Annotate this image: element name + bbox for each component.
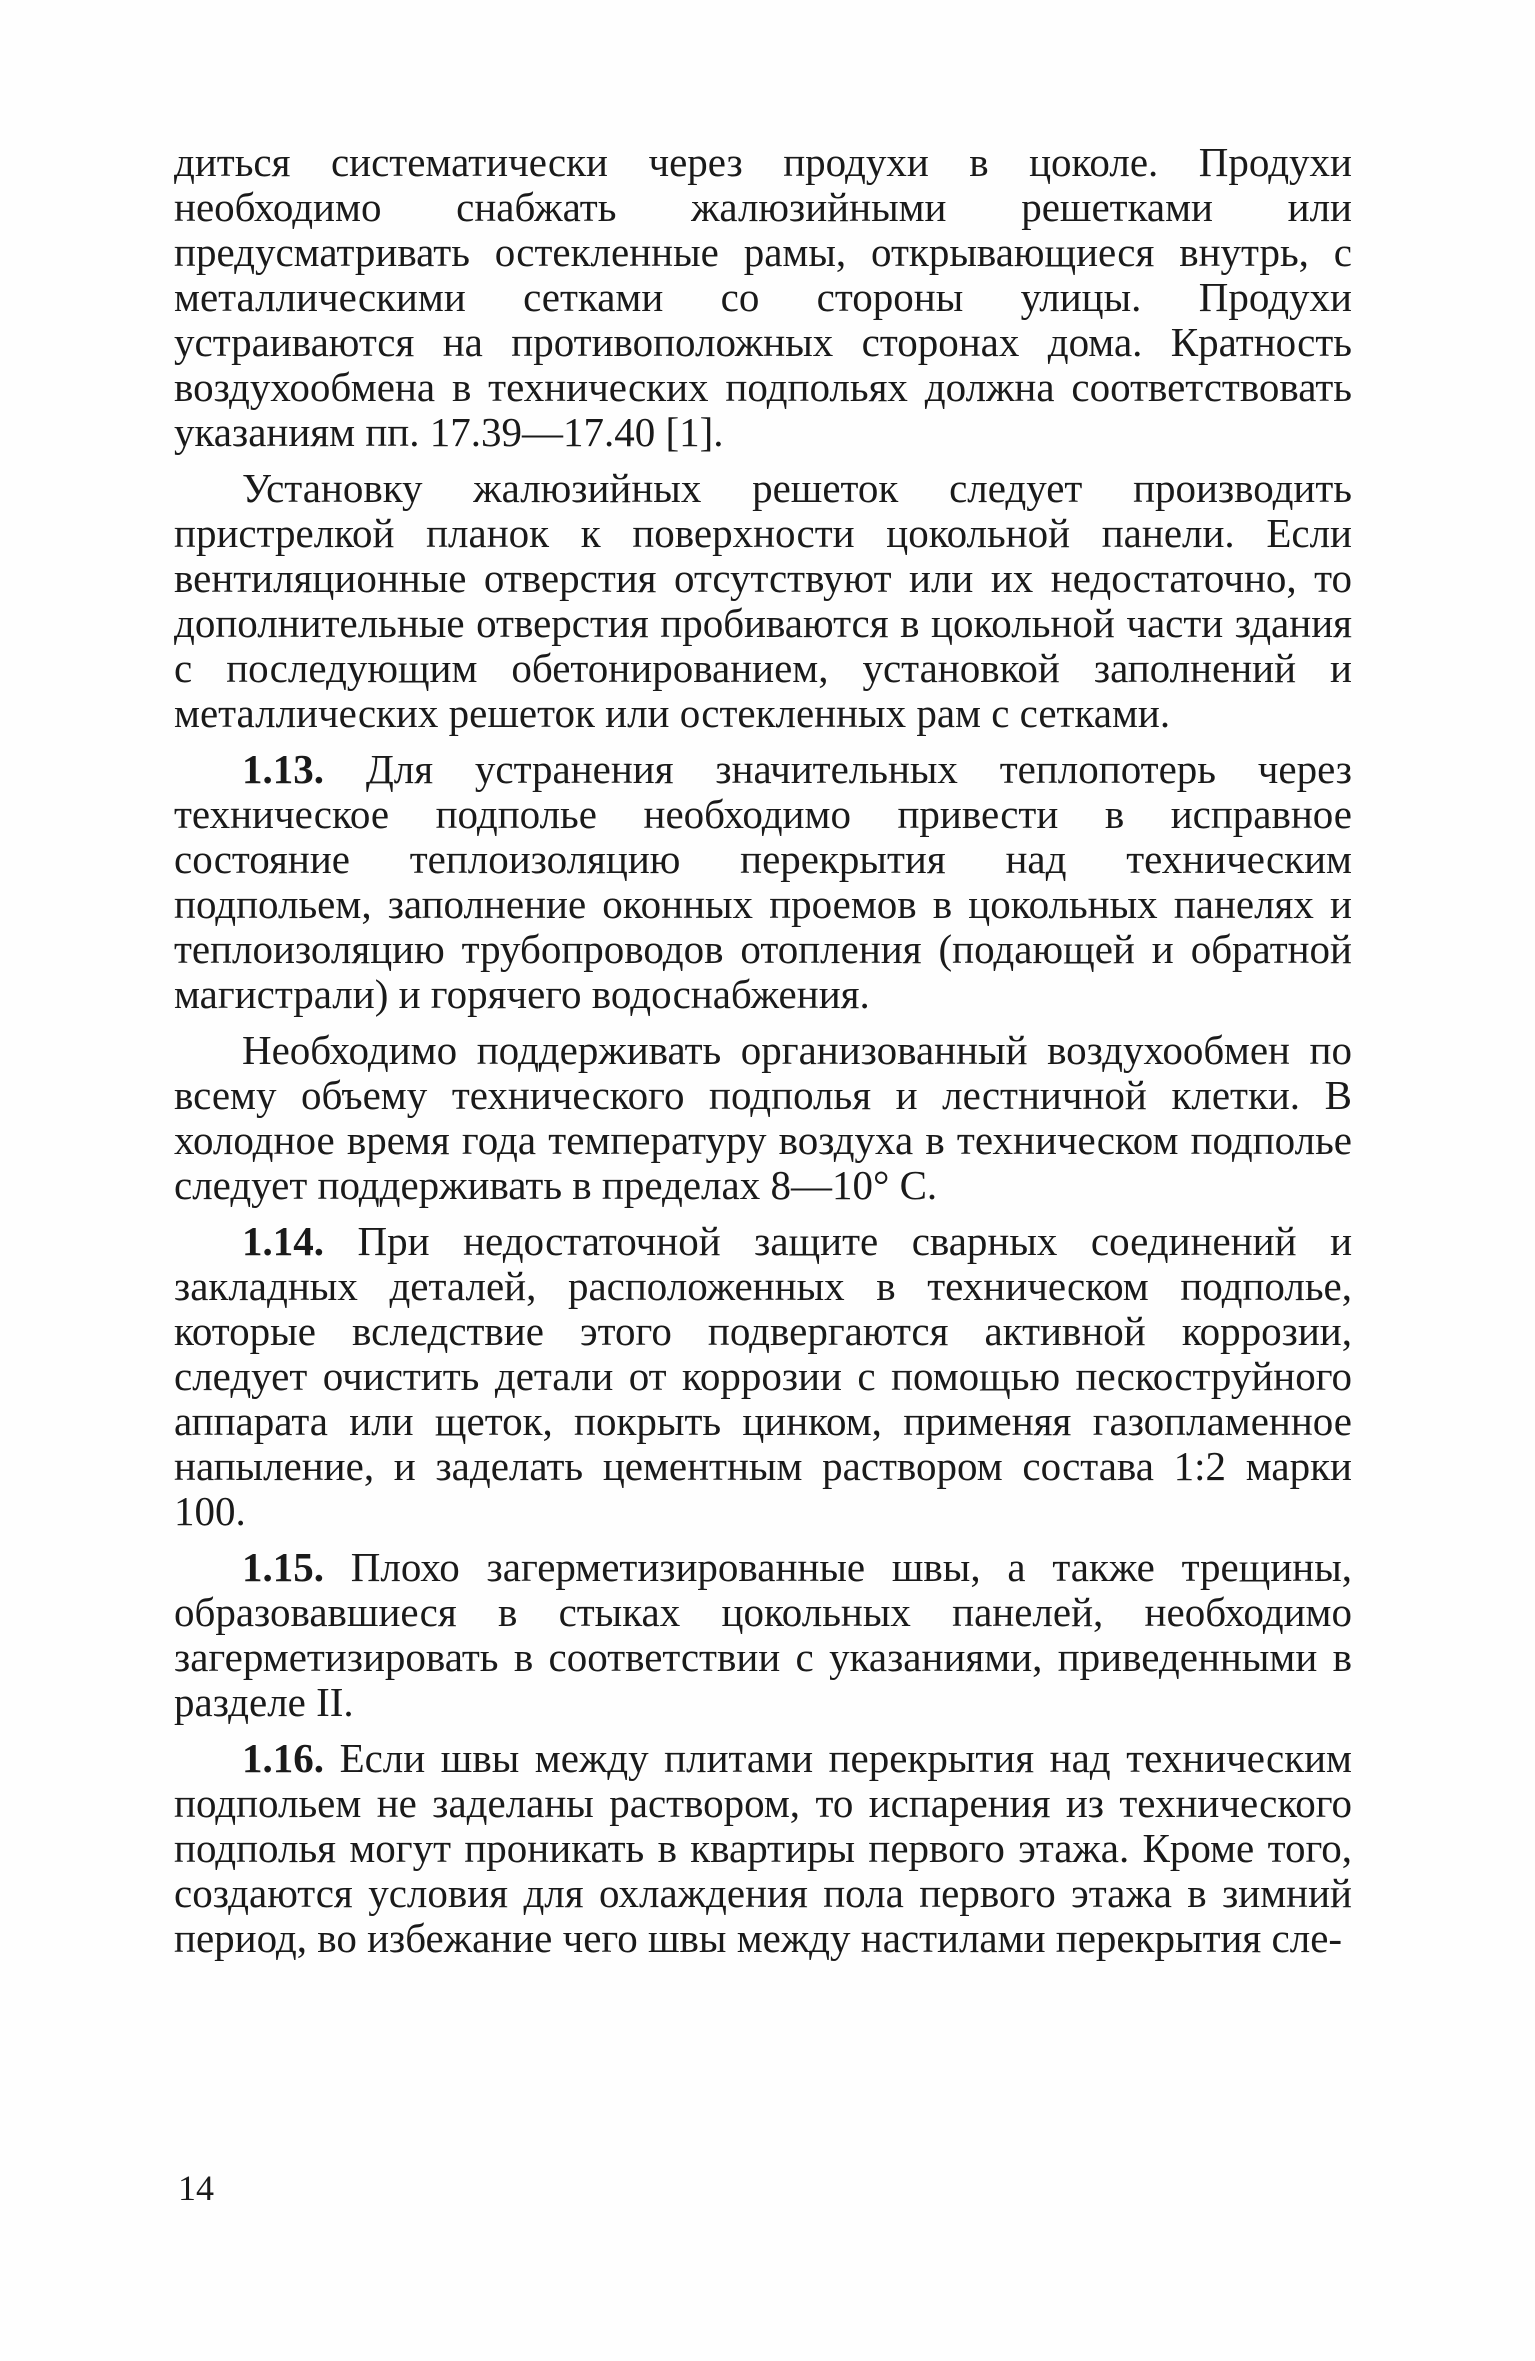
paragraph-1-13 xyxy=(174,747,1352,1017)
paragraph-1-14 xyxy=(174,1219,1352,1534)
paragraph-text: Установку жалюзийных решеток следует производить пристрелкой планок к поверхности цокольной панели. Если вентиляционные отверстия отсутствуют или их недостаточно, то дополнительные отверстия пробиваются в цокольной части здания с последующим обетонированием, установкой заполнений и металлических решеток или остекленных рам с сетками. xyxy=(174,465,1352,736)
paragraph xyxy=(174,466,1352,736)
paragraph-text: Для устранения значительных теплопотерь через техническое подполье необходимо привести в исправное состояние теплоизоляцию перекрытия над техническим подпольем, заполнение оконных проемов в цокольных панелях и теплоизоляцию трубопроводов отопления (подающей и обратной магистрали) и горячего водоснабжения. xyxy=(174,746,1352,1017)
paragraph-text: Если швы между плитами перекрытия над техническим подпольем не заделаны раствором, то испарения из технического подполья могут проникать в квартиры первого этажа. Кроме того, создаются условия для охлаждения пола первого этажа в зимний период, во избежание чего швы между настилами перекрытия сле- xyxy=(174,1735,1353,1961)
paragraph-text: диться систематически через продухи в цоколе. Продухи необходимо снабжать жалюзийными решетками или предусматривать остекленные рамы, открывающиеся внутрь, с металлическими сетками со стороны улицы. Продухи устраиваются на противоположных сторонах дома. Кратность воздухообмена в технических подпольях должна соответствовать указаниям пп. 17.39—17.40 [1]. xyxy=(174,139,1352,455)
page-body xyxy=(174,140,1352,1972)
paragraph-text: Плохо загерметизированные швы, а также трещины, образовавшиеся в стыках цокольных панелей, необходимо загерметизировать в соответствии с указаниями, приведенными в разделе II. xyxy=(174,1544,1353,1725)
paragraph xyxy=(174,1028,1352,1208)
section-number: 1.14. xyxy=(242,1218,324,1264)
paragraph-text: При недостаточной защите сварных соединений и закладных деталей, расположенных в техническом подполье, которые вследствие этого подвергаются активной коррозии, следует очистить детали от коррозии с помощью пескоструйного аппарата или щеток, покрыть цинком, применяя газопламенное напыление, и заделать цементным раствором состава 1:2 марки 100. xyxy=(174,1218,1353,1534)
paragraph-continuation xyxy=(174,140,1352,455)
section-number: 1.16. xyxy=(242,1735,324,1781)
section-number: 1.13. xyxy=(242,746,324,792)
paragraph-text: Необходимо поддерживать организованный воздухообмен по всему объему технического подполья и лестничной клетки. В холодное время года температуру воздуха в техническом подполье следует поддерживать в пределах 8—10° С. xyxy=(174,1027,1352,1208)
paragraph-1-15 xyxy=(174,1545,1352,1725)
paragraph-1-16 xyxy=(174,1736,1352,1961)
page-number: 14 xyxy=(178,2168,214,2208)
section-number: 1.15. xyxy=(242,1544,324,1590)
